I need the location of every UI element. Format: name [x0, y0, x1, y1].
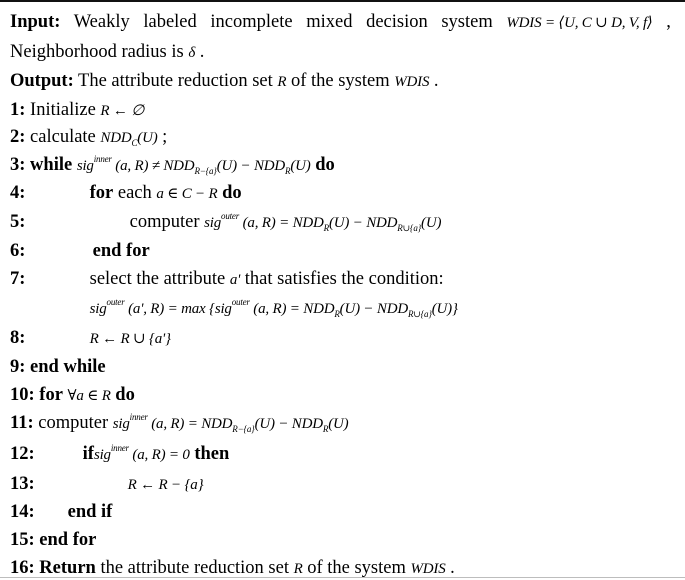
step-number: 12:: [10, 444, 35, 464]
subscript: R−{a}: [232, 424, 255, 434]
step-text: Initialize: [30, 100, 96, 120]
step-number: 13:: [10, 474, 35, 494]
math-part: (U) − NDD: [328, 215, 398, 231]
step-text-2: of the system: [307, 558, 406, 578]
output-text-2: of the system: [290, 71, 390, 91]
step-10: [10, 384, 135, 407]
step-number: 7:: [10, 269, 26, 289]
symbol-wdis: WDIS: [410, 561, 446, 577]
step-text: each: [117, 183, 152, 203]
semicolon: ;: [157, 127, 168, 147]
step-8: [10, 327, 171, 350]
math-part: (a, R) ≠ NDD: [115, 158, 195, 174]
math-part: (a, R) = NDD: [151, 416, 233, 432]
superscript: inner: [110, 443, 129, 453]
superscript: inner: [129, 412, 148, 422]
step-7-condition: [10, 297, 458, 320]
output-line: [10, 70, 439, 93]
input-trailing: ,: [652, 12, 671, 32]
ndd: NDD: [100, 130, 132, 146]
step-13: [10, 473, 203, 496]
system-formula: WDIS = ⟨U, C ∪ D, V, f⟩: [506, 15, 653, 31]
math-part: (U): [290, 158, 311, 174]
keyword-end-if: end if: [67, 502, 113, 522]
output-label: Output:: [10, 71, 74, 91]
keyword-while: while: [30, 155, 73, 175]
delta-symbol: δ: [188, 45, 196, 61]
sig: sig: [204, 215, 222, 231]
step-math: ∀a ∈ R: [67, 388, 111, 404]
sig: sig: [89, 301, 107, 317]
keyword-for: for: [89, 183, 114, 203]
math-part: (a, R) = NDD: [253, 301, 335, 317]
math-part: (U) − NDD: [339, 301, 408, 317]
math-part: (U) − NDD: [216, 158, 286, 174]
step-math: a': [229, 272, 241, 288]
period: .: [195, 42, 205, 62]
symbol-r: R: [277, 74, 287, 90]
keyword-for: for: [39, 385, 63, 405]
step-math: R ← R ∪ {a'}: [89, 331, 171, 347]
superscript: outer: [231, 297, 250, 307]
step-text-2: that satisfies the condition:: [244, 269, 444, 289]
math-part: (U): [328, 416, 349, 432]
symbol-r: R: [293, 561, 303, 577]
step-number: 5:: [10, 212, 26, 232]
step-math: R ← R − {a}: [127, 477, 204, 493]
step-15: [10, 529, 96, 551]
subscript: R∪{a}: [397, 223, 422, 233]
output-text: The attribute reduction set: [78, 71, 273, 91]
step-5: [10, 211, 441, 234]
subscript: R∪{a}: [407, 309, 432, 319]
step-2: [10, 126, 167, 149]
step-number: 4:: [10, 183, 26, 203]
step-number: 6:: [10, 241, 26, 261]
step-text: select the attribute: [89, 269, 226, 289]
step-math: R ← ∅: [100, 103, 145, 119]
step-math: a ∈ C − R: [156, 186, 218, 202]
math-part: (U)}: [431, 301, 458, 317]
period: .: [429, 71, 439, 91]
math-part: (a, R) = NDD: [242, 215, 324, 231]
radius-text: Neighborhood radius is: [10, 42, 184, 62]
sig: sig: [112, 416, 130, 432]
step-math: [93, 443, 190, 463]
sig: sig: [93, 447, 111, 463]
step-text: the attribute reduction set: [100, 558, 289, 578]
step-7: [10, 268, 444, 291]
subscript: C: [131, 138, 138, 148]
input-label: Input:: [10, 12, 61, 32]
subscript: R: [334, 309, 340, 319]
subscript: R: [285, 166, 291, 176]
input-line-2: [10, 41, 204, 64]
input-text: Weakly labeled incomplete mixed decision system: [73, 12, 493, 32]
step-12: [10, 443, 229, 466]
superscript: outer: [221, 211, 240, 221]
subscript: R−{a}: [194, 166, 217, 176]
step-number: 2:: [10, 127, 26, 147]
keyword-do: do: [315, 155, 335, 175]
step-number: 15:: [10, 530, 35, 550]
step-math: [204, 211, 442, 233]
step-number: 11:: [10, 413, 34, 433]
keyword-end-while: end while: [30, 357, 106, 377]
subscript: R: [323, 223, 329, 233]
step-number: 14:: [10, 502, 35, 522]
step-math: [112, 412, 349, 434]
period: .: [445, 558, 455, 578]
step-14: [10, 501, 112, 523]
keyword-do: do: [115, 385, 135, 405]
math-tail: (U): [137, 130, 158, 146]
step-number: 9:: [10, 357, 26, 377]
input-line: [10, 11, 671, 34]
math-part: (a, R) = 0: [132, 447, 190, 463]
step-3: [10, 154, 335, 177]
step-number: 8:: [10, 328, 26, 348]
symbol-wdis: WDIS: [394, 74, 430, 90]
step-1: [10, 99, 144, 122]
step-16: [10, 557, 455, 580]
math-part: (U) − NDD: [254, 416, 323, 432]
keyword-end-for: end for: [39, 530, 97, 550]
step-number: 10:: [10, 385, 35, 405]
step-number: 16:: [10, 558, 35, 578]
step-text: calculate: [30, 127, 96, 147]
step-number: 3:: [10, 155, 26, 175]
step-11: [10, 412, 348, 435]
step-math: [76, 154, 311, 176]
step-number: 1:: [10, 100, 26, 120]
keyword-then: then: [194, 444, 230, 464]
sig: sig: [76, 158, 94, 174]
superscript: outer: [106, 297, 125, 307]
keyword-return: Return: [39, 558, 96, 578]
step-6: [10, 240, 150, 262]
superscript: inner: [93, 154, 112, 164]
keyword-do: do: [222, 183, 242, 203]
keyword-end-for: end for: [92, 241, 150, 261]
math-part: (a', R) = max {sig: [128, 301, 232, 317]
step-4: [10, 182, 242, 205]
step-text: computer: [38, 413, 109, 433]
step-9: [10, 356, 106, 378]
math-part: (U): [421, 215, 442, 231]
subscript: R: [322, 424, 329, 434]
step-math: [100, 130, 157, 146]
keyword-if: if: [82, 444, 94, 464]
step-text: computer: [129, 212, 200, 232]
condition-formula: [89, 297, 458, 319]
